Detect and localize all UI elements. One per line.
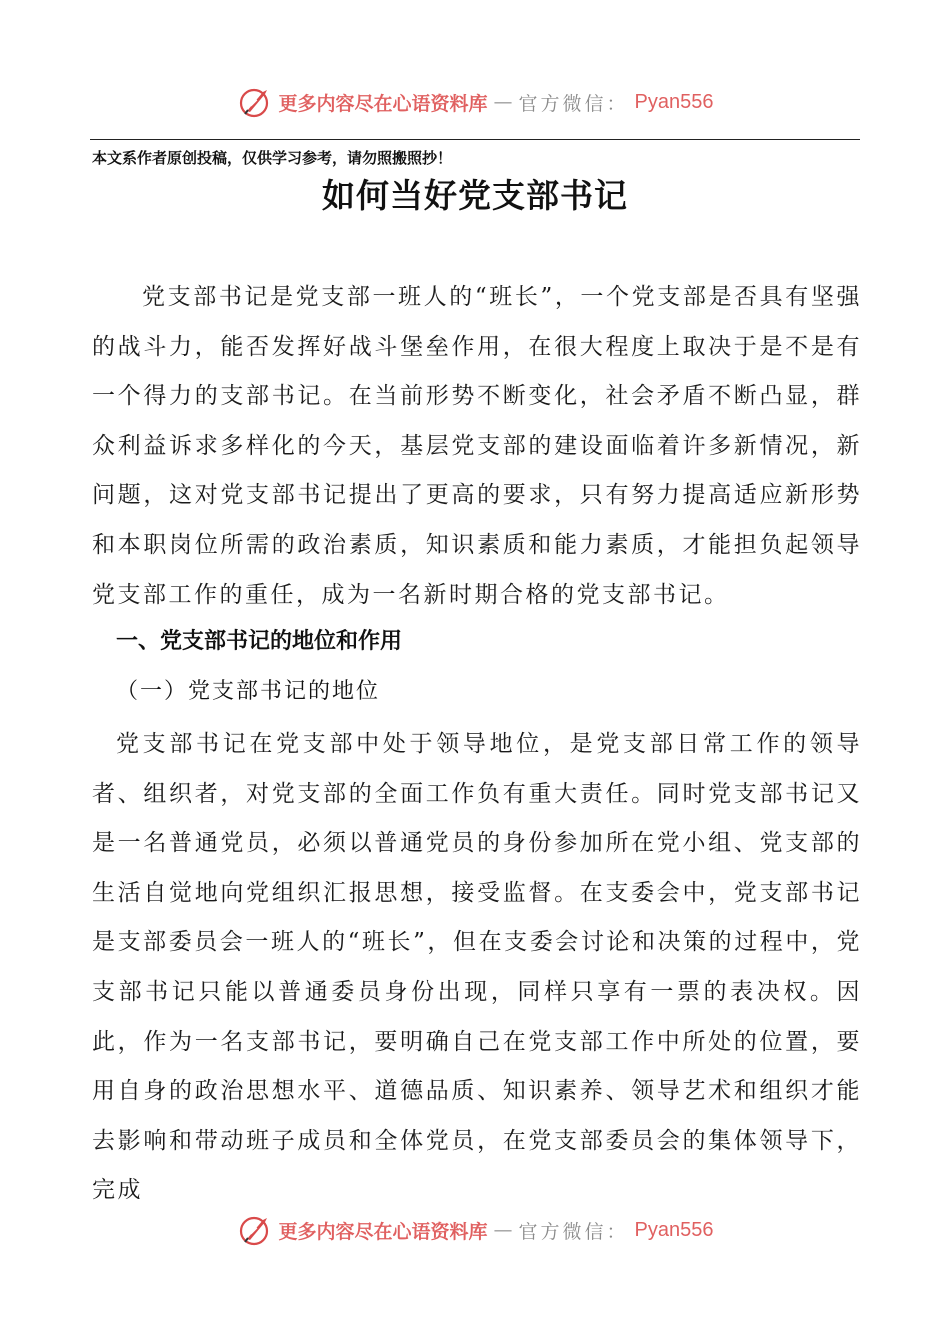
header-banner (0, 82, 950, 122)
page-title: 如何当好党支部书记 (322, 176, 628, 215)
banner-official-label: 官方微信： (518, 92, 629, 115)
body-paragraph: 党支部书记在党支部中处于领导地位，是党支部日常工作的领导者、组织者，对党支部的全面工作负有重大责任。同时党支部书记又是一名普通党员，必须以普通党员的身份参加所在党小组、党支部的生活自觉地向党组织汇报思想，接受监督。在支委会中，党支部书记是支部委员会一班人的“班长”，但在支委会讨论和决策的过程中，党支部书记只能以普通委员身份出现，同样只享有一票的表决权。因此，作为一名支部书记，要明确自己在党支部工作中所处的位置，要用自身的政治思想水平、道德品质、知识素养、领导艺术和组织才能去影响和带动班子成员和全体党员，在党支部委员会的集体领导下，完成 (92, 731, 862, 1204)
header-divider (90, 139, 860, 140)
footer-banner (0, 1210, 950, 1250)
banner-wechat-id: Pyan556 (634, 90, 714, 113)
intro-paragraph: 党支部书记是党支部一班人的“班长”，一个党支部是否具有坚强的战斗力，能否发挥好战斗堡垒作用，在很大程度上取决于是不是有一个得力的支部书记。在当前形势不断变化，社会矛盾不断凸显，群众利益诉求多样化的今天，基层党支部的建设面临着许多新情况，新问题，这对党支部书记提出了更高的要求，只有努力提高适应新形势和本职岗位所需的政治素质，知识素质和能力素质，才能担负起领导党支部工作的重任，成为一名新时期合格的党支部书记。 (92, 284, 862, 608)
banner-brand-text: 更多内容尽在心语资料库 (278, 92, 488, 115)
banner-dash: — (493, 91, 513, 113)
quill-pen-icon (237, 84, 273, 120)
subsection-heading: （一）党支部书记的地位 (116, 679, 381, 704)
banner-brand-text: 更多内容尽在心语资料库 (278, 1220, 488, 1243)
banner-official-label: 官方微信： (518, 1220, 629, 1243)
copyright-notice: 本文系作者原创投稿，仅供学习参考，请勿照搬照抄！ (92, 149, 453, 167)
banner-wechat-id: Pyan556 (634, 1218, 714, 1241)
section-heading: 一、党支部书记的地位和作用 (116, 629, 403, 654)
banner-dash: — (493, 1219, 513, 1241)
quill-pen-icon (237, 1212, 273, 1248)
